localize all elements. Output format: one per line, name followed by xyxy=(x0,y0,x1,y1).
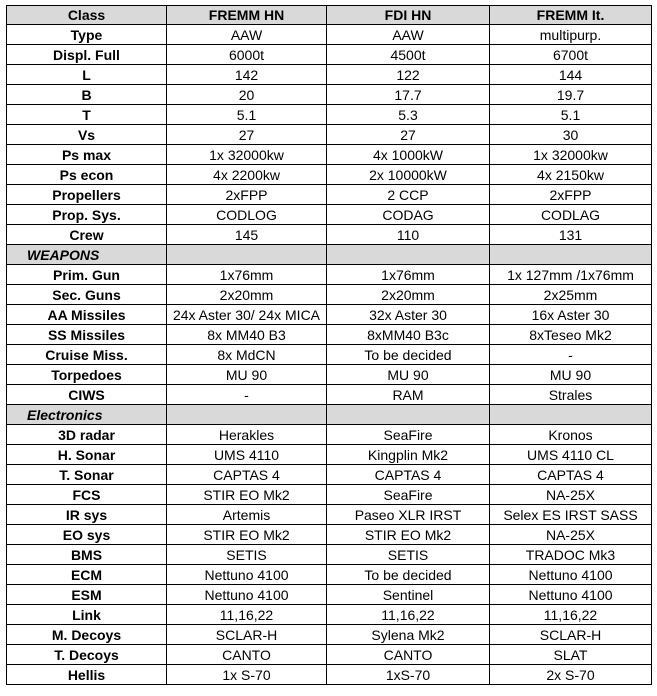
cell-value: Nettuno 4100 xyxy=(167,585,327,605)
section-empty-cell xyxy=(490,405,652,425)
cell-value: NA-25X xyxy=(490,485,652,505)
cell-value: 2x25mm xyxy=(490,285,652,305)
cell-value: MU 90 xyxy=(167,365,327,385)
table-row-link xyxy=(7,605,652,625)
row-label: Cruise Miss. xyxy=(7,345,167,365)
cell-value: 110 xyxy=(327,225,490,245)
row-label: Hellis xyxy=(7,665,167,685)
cell-value: SeaFire xyxy=(327,425,490,445)
table-row-aa-missiles xyxy=(7,305,652,325)
cell-value: 11,16,22 xyxy=(167,605,327,625)
row-label: Torpedoes xyxy=(7,365,167,385)
cell-value: 2x S-70 xyxy=(490,665,652,685)
cell-value: STIR EO Mk2 xyxy=(167,485,327,505)
cell-value: SETIS xyxy=(167,545,327,565)
cell-value: - xyxy=(167,385,327,405)
cell-value: FDI HN xyxy=(327,6,490,25)
section-empty-cell xyxy=(327,405,490,425)
table-row-torpedoes xyxy=(7,365,652,385)
table-row-type xyxy=(7,25,652,45)
cell-value: SCLAR-H xyxy=(167,625,327,645)
cell-value: 1x S-70 xyxy=(167,665,327,685)
cell-value: STIR EO Mk2 xyxy=(327,525,490,545)
cell-value: CAPTAS 4 xyxy=(167,465,327,485)
section-empty-cell xyxy=(167,245,327,265)
table-row-3d-radar xyxy=(7,425,652,445)
row-label: T. Sonar xyxy=(7,465,167,485)
cell-value: 122 xyxy=(327,65,490,85)
cell-value: 5.3 xyxy=(327,105,490,125)
cell-value: CODLAG xyxy=(490,205,652,225)
table-row-sec-guns xyxy=(7,285,652,305)
row-label: M. Decoys xyxy=(7,625,167,645)
cell-value: STIR EO Mk2 xyxy=(167,525,327,545)
cell-value: CANTO xyxy=(327,645,490,665)
row-label: Ps econ xyxy=(7,165,167,185)
cell-value: 32x Aster 30 xyxy=(327,305,490,325)
cell-value: SLAT xyxy=(490,645,652,665)
row-label: Vs xyxy=(7,125,167,145)
cell-value: SeaFire xyxy=(327,485,490,505)
table-row-crew xyxy=(7,225,652,245)
cell-value: 5.1 xyxy=(167,105,327,125)
row-label: Type xyxy=(7,25,167,45)
cell-value: 2xFPP xyxy=(490,185,652,205)
table-row-l xyxy=(7,65,652,85)
cell-value: 17.7 xyxy=(327,85,490,105)
table-row-hellis xyxy=(7,665,652,685)
cell-value: 1xS-70 xyxy=(327,665,490,685)
cell-value: 4x 2150kw xyxy=(490,165,652,185)
row-label: Prim. Gun xyxy=(7,265,167,285)
cell-value: 8xMM40 B3c xyxy=(327,325,490,345)
cell-value: SCLAR-H xyxy=(490,625,652,645)
section-title: WEAPONS xyxy=(7,245,167,265)
row-label: Link xyxy=(7,605,167,625)
table-row-b xyxy=(7,85,652,105)
row-label: T. Decoys xyxy=(7,645,167,665)
row-label: Ps max xyxy=(7,145,167,165)
row-label: IR sys xyxy=(7,505,167,525)
cell-value: To be decided xyxy=(327,345,490,365)
cell-value: 11,16,22 xyxy=(327,605,490,625)
cell-value: 4x 2200kw xyxy=(167,165,327,185)
cell-value: 8xTeseo Mk2 xyxy=(490,325,652,345)
row-label: ESM xyxy=(7,585,167,605)
row-label: Sec. Guns xyxy=(7,285,167,305)
cell-value: 2x20mm xyxy=(327,285,490,305)
row-label: H. Sonar xyxy=(7,445,167,465)
cell-value: Sylena Mk2 xyxy=(327,625,490,645)
table-row-propellers xyxy=(7,185,652,205)
table-row-ecm xyxy=(7,565,652,585)
section-title: Electronics xyxy=(7,405,167,425)
cell-value: 145 xyxy=(167,225,327,245)
cell-value: Strales xyxy=(490,385,652,405)
row-label: T xyxy=(7,105,167,125)
section-empty-cell xyxy=(167,405,327,425)
row-label: Class xyxy=(7,6,167,25)
row-label: ECM xyxy=(7,565,167,585)
cell-value: NA-25X xyxy=(490,525,652,545)
cell-value: 142 xyxy=(167,65,327,85)
table-row-ss-missiles xyxy=(7,325,652,345)
table-row-ciws xyxy=(7,385,652,405)
table-row-t-decoys xyxy=(7,645,652,665)
cell-value: Herakles xyxy=(167,425,327,445)
table-row-h-sonar xyxy=(7,445,652,465)
cell-value: 4500t xyxy=(327,45,490,65)
table-row-bms xyxy=(7,545,652,565)
cell-value: MU 90 xyxy=(490,365,652,385)
cell-value: Nettuno 4100 xyxy=(167,565,327,585)
frigate-comparison-table xyxy=(6,5,652,685)
cell-value: 8x MM40 B3 xyxy=(167,325,327,345)
cell-value: multipurp. xyxy=(490,25,652,45)
cell-value: RAM xyxy=(327,385,490,405)
row-label: SS Missiles xyxy=(7,325,167,345)
cell-value: 8x MdCN xyxy=(167,345,327,365)
cell-value: Nettuno 4100 xyxy=(490,585,652,605)
cell-value: 27 xyxy=(327,125,490,145)
cell-value: 131 xyxy=(490,225,652,245)
cell-value: 1x 127mm /1x76mm xyxy=(490,265,652,285)
cell-value: SETIS xyxy=(327,545,490,565)
table-row-m-decoys xyxy=(7,625,652,645)
cell-value: Paseo XLR IRST xyxy=(327,505,490,525)
cell-value: 24x Aster 30/ 24x MICA xyxy=(167,305,327,325)
cell-value: FREMM It. xyxy=(490,6,652,25)
cell-value: 30 xyxy=(490,125,652,145)
cell-value: To be decided xyxy=(327,565,490,585)
cell-value: TRADOC Mk3 xyxy=(490,545,652,565)
cell-value: MU 90 xyxy=(327,365,490,385)
row-label: Propellers xyxy=(7,185,167,205)
cell-value: Sentinel xyxy=(327,585,490,605)
table-row-eo-sys xyxy=(7,525,652,545)
section-header-weapons xyxy=(7,245,652,265)
table-header-row xyxy=(7,6,652,25)
cell-value: 144 xyxy=(490,65,652,85)
table-row-ps-max xyxy=(7,145,652,165)
row-label: CIWS xyxy=(7,385,167,405)
cell-value: Kingplin Mk2 xyxy=(327,445,490,465)
cell-value: 16x Aster 30 xyxy=(490,305,652,325)
cell-value: 2 CCP xyxy=(327,185,490,205)
cell-value: - xyxy=(490,345,652,365)
cell-value: Nettuno 4100 xyxy=(490,565,652,585)
cell-value: FREMM HN xyxy=(167,6,327,25)
row-label: AA Missiles xyxy=(7,305,167,325)
table-row-t xyxy=(7,105,652,125)
row-label: EO sys xyxy=(7,525,167,545)
cell-value: 2xFPP xyxy=(167,185,327,205)
row-label: FCS xyxy=(7,485,167,505)
cell-value: 1x76mm xyxy=(167,265,327,285)
cell-value: 1x 32000kw xyxy=(490,145,652,165)
row-label: L xyxy=(7,65,167,85)
comparison-table-container xyxy=(6,5,652,685)
table-row-esm xyxy=(7,585,652,605)
table-row-ir-sys xyxy=(7,505,652,525)
table-row-prim-gun xyxy=(7,265,652,285)
table-row-displ-full xyxy=(7,45,652,65)
cell-value: Kronos xyxy=(490,425,652,445)
section-empty-cell xyxy=(327,245,490,265)
row-label: Displ. Full xyxy=(7,45,167,65)
cell-value: CODAG xyxy=(327,205,490,225)
cell-value: AAW xyxy=(327,25,490,45)
table-row-ps-econ xyxy=(7,165,652,185)
cell-value: AAW xyxy=(167,25,327,45)
table-row-cruise-miss xyxy=(7,345,652,365)
cell-value: 1x76mm xyxy=(327,265,490,285)
cell-value: 2x20mm xyxy=(167,285,327,305)
cell-value: 4x 1000kW xyxy=(327,145,490,165)
cell-value: Selex ES IRST SASS xyxy=(490,505,652,525)
cell-value: 11,16,22 xyxy=(490,605,652,625)
row-label: 3D radar xyxy=(7,425,167,445)
table-row-prop-sys xyxy=(7,205,652,225)
cell-value: 6000t xyxy=(167,45,327,65)
cell-value: CODLOG xyxy=(167,205,327,225)
cell-value: 19.7 xyxy=(490,85,652,105)
cell-value: 1x 32000kw xyxy=(167,145,327,165)
table-row-fcs xyxy=(7,485,652,505)
cell-value: Artemis xyxy=(167,505,327,525)
cell-value: 20 xyxy=(167,85,327,105)
row-label: Crew xyxy=(7,225,167,245)
cell-value: CANTO xyxy=(167,645,327,665)
cell-value: CAPTAS 4 xyxy=(490,465,652,485)
cell-value: UMS 4110 CL xyxy=(490,445,652,465)
section-empty-cell xyxy=(490,245,652,265)
cell-value: UMS 4110 xyxy=(167,445,327,465)
row-label: Prop. Sys. xyxy=(7,205,167,225)
cell-value: CAPTAS 4 xyxy=(327,465,490,485)
table-row-t-sonar xyxy=(7,465,652,485)
cell-value: 27 xyxy=(167,125,327,145)
table-row-vs xyxy=(7,125,652,145)
section-header-electronics xyxy=(7,405,652,425)
cell-value: 6700t xyxy=(490,45,652,65)
cell-value: 2x 10000kW xyxy=(327,165,490,185)
row-label: B xyxy=(7,85,167,105)
cell-value: 5.1 xyxy=(490,105,652,125)
row-label: BMS xyxy=(7,545,167,565)
